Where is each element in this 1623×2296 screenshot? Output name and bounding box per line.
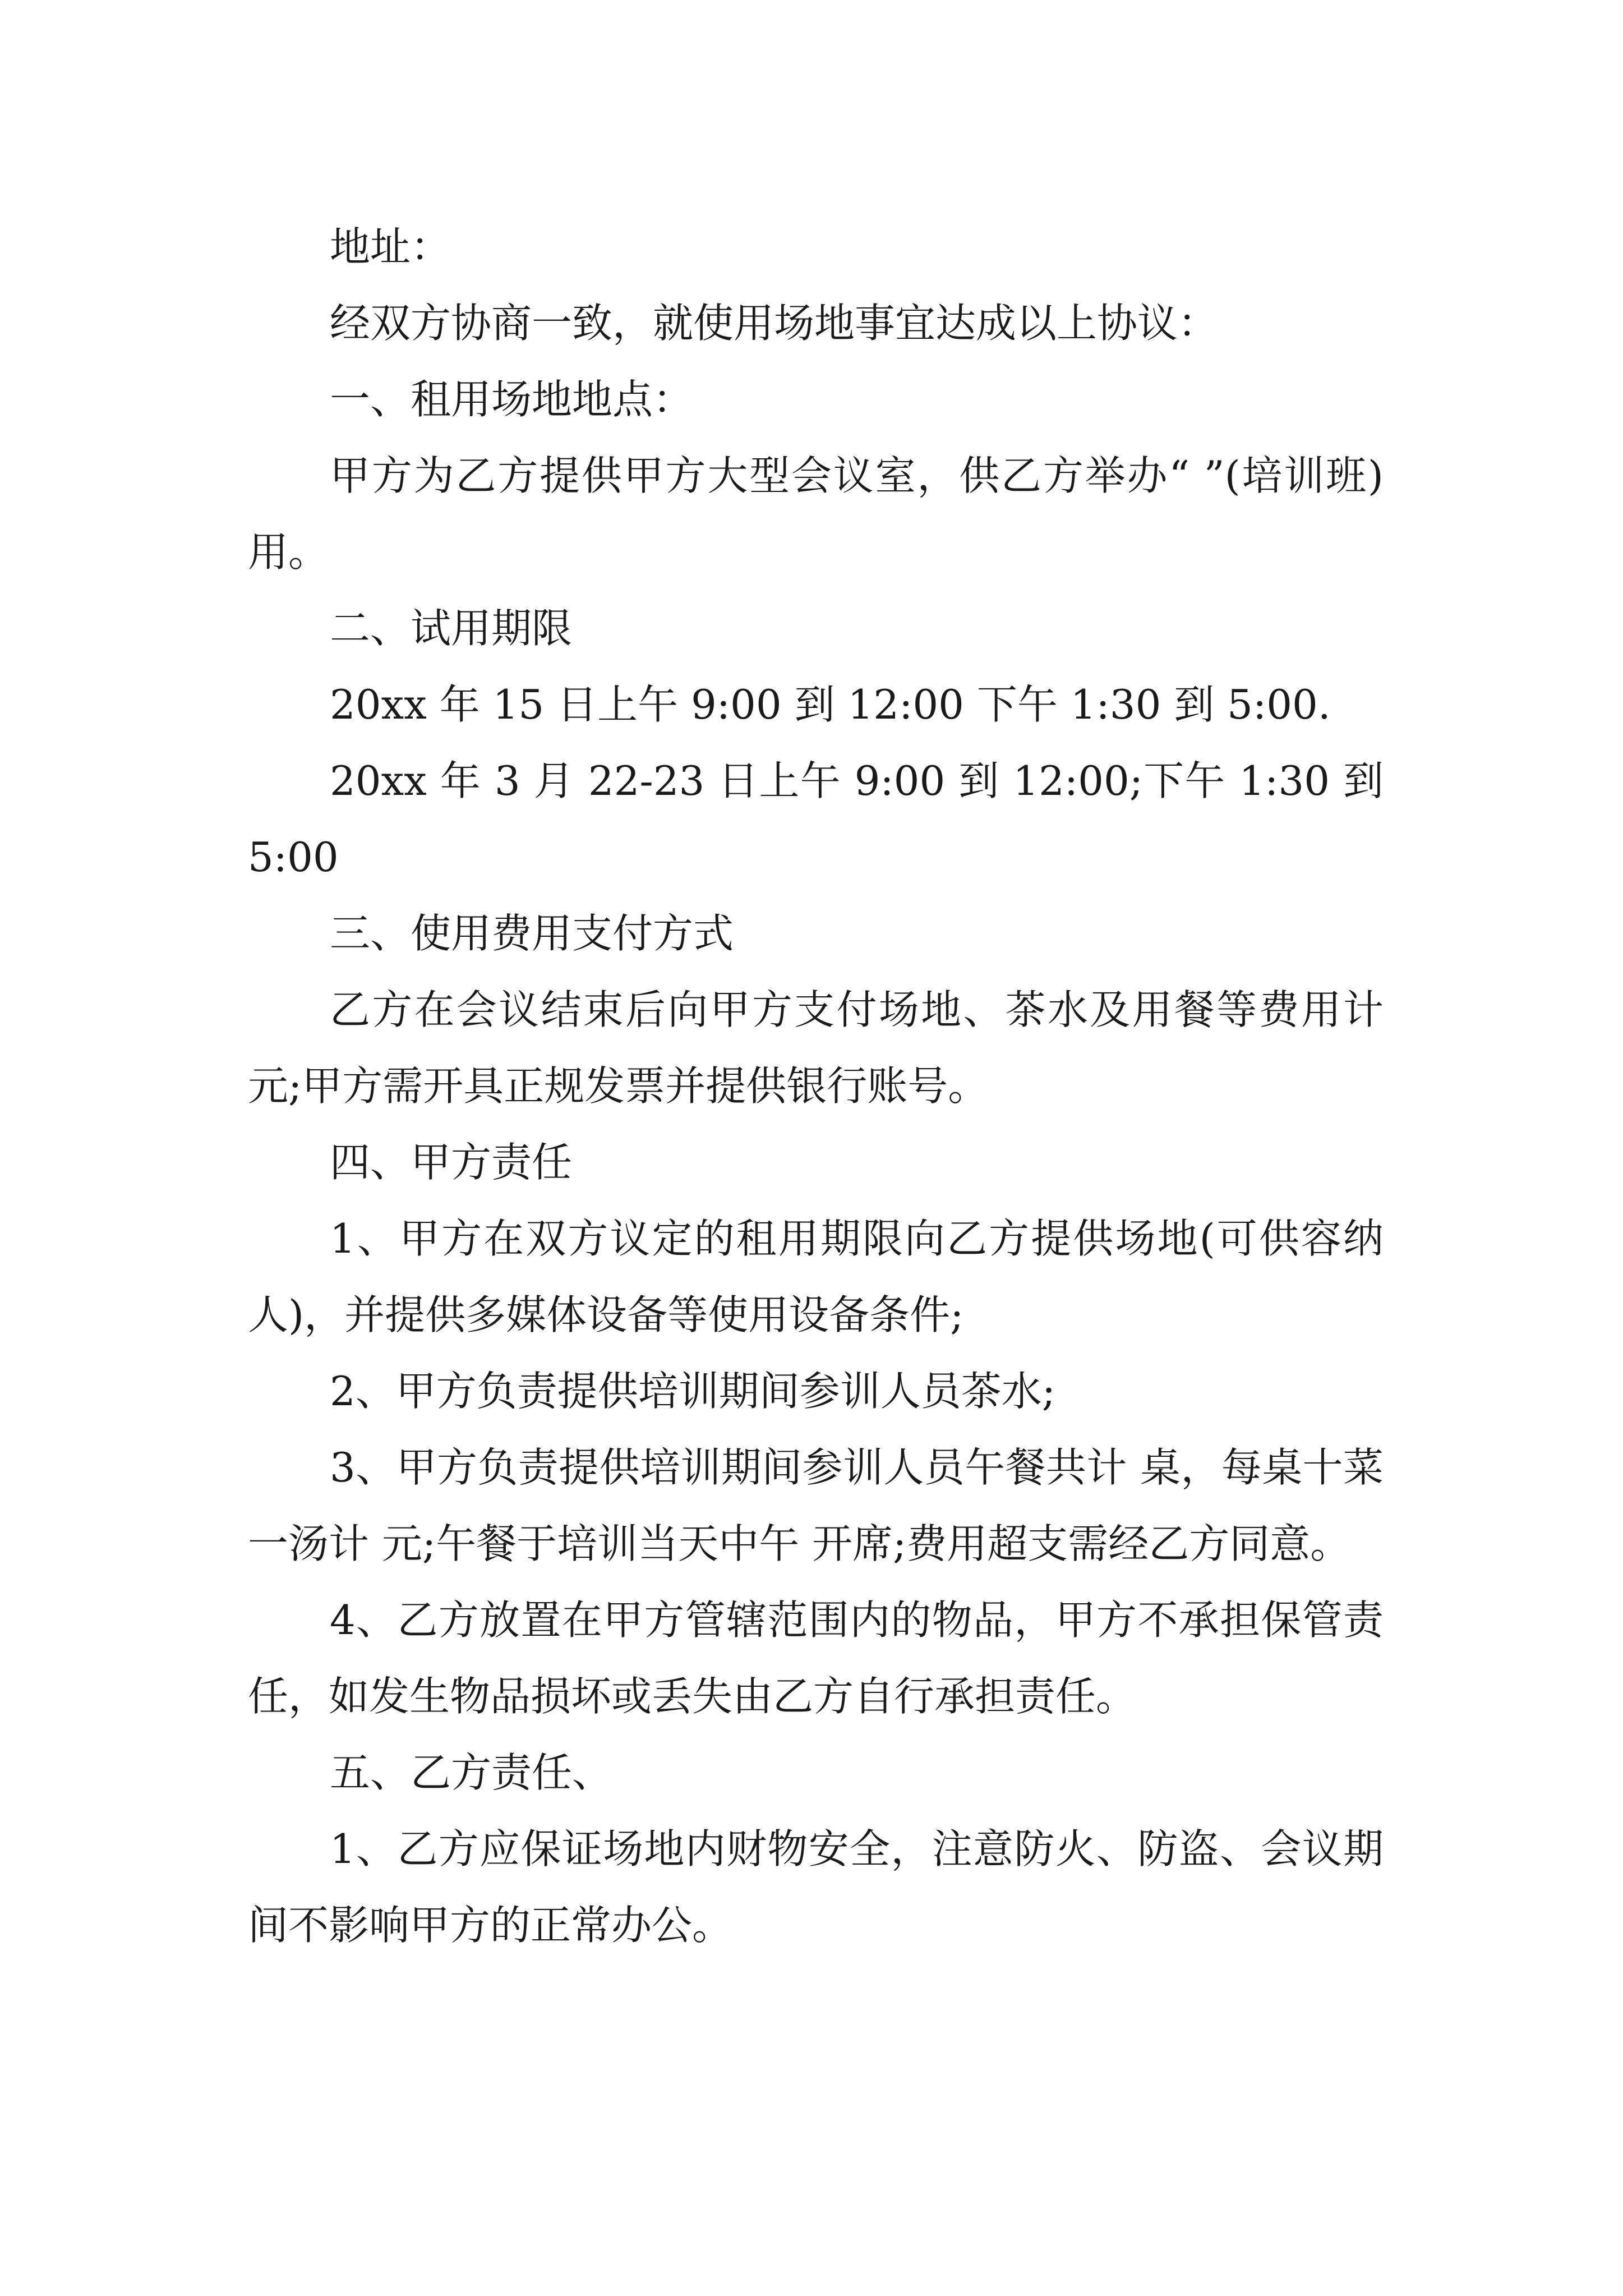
paragraph-party-a-duty-3: 3、甲方负责提供培训期间参训人员午餐共计 桌，每桌十菜一汤计 元;午餐于培训当天中午 开席;费用超支需经乙方同意。 <box>248 1444 1384 1567</box>
paragraph-agreement-intro: 经双方协商一致，就使用场地事宜达成以上协议： <box>330 300 1219 347</box>
document-body <box>248 209 1384 1963</box>
paragraph-period-1: 20xx 年 15 日上午 9:00 到 12:00 下午 1:30 到 5:00. <box>330 681 1331 728</box>
paragraph-address: 地址： <box>330 223 451 270</box>
paragraph-party-a-duty-4: 4、乙方放置在甲方管辖范围内的物品，甲方不承担保管责任，如发生物品损坏或丢失由乙方自行承担责任。 <box>248 1596 1384 1720</box>
heading-venue-location: 一、租用场地地点： <box>330 376 694 423</box>
paragraph-party-a-duty-1: 1、甲方在双方议定的租用期限向乙方提供场地(可供容纳人)，并提供多媒体设备等使用设备条件; <box>248 1215 1384 1338</box>
paragraph-period-2: 20xx 年 3 月 22-23 日上午 9:00 到 12:00;下午 1:30 到 5:00 <box>248 757 1384 881</box>
paragraph-venue-location: 甲方为乙方提供甲方大型会议室，供乙方举办“ ”(培训班)用。 <box>248 452 1384 576</box>
heading-payment: 三、使用费用支付方式 <box>330 910 734 957</box>
heading-party-b-duties: 五、乙方责任、 <box>330 1749 613 1796</box>
paragraph-party-b-duty-1: 1、乙方应保证场地内财物安全，注意防火、防盗、会议期间不影响甲方的正常办公。 <box>248 1825 1384 1949</box>
paragraph-party-a-duty-2: 2、甲方负责提供培训期间参训人员茶水; <box>330 1368 1056 1415</box>
paragraph-payment: 乙方在会议结束后向甲方支付场地、茶水及用餐等费用计元;甲方需开具正规发票并提供银行账号。 <box>248 986 1384 1110</box>
heading-period: 二、试用期限 <box>330 605 573 652</box>
heading-party-a-duties: 四、甲方责任 <box>330 1139 573 1186</box>
